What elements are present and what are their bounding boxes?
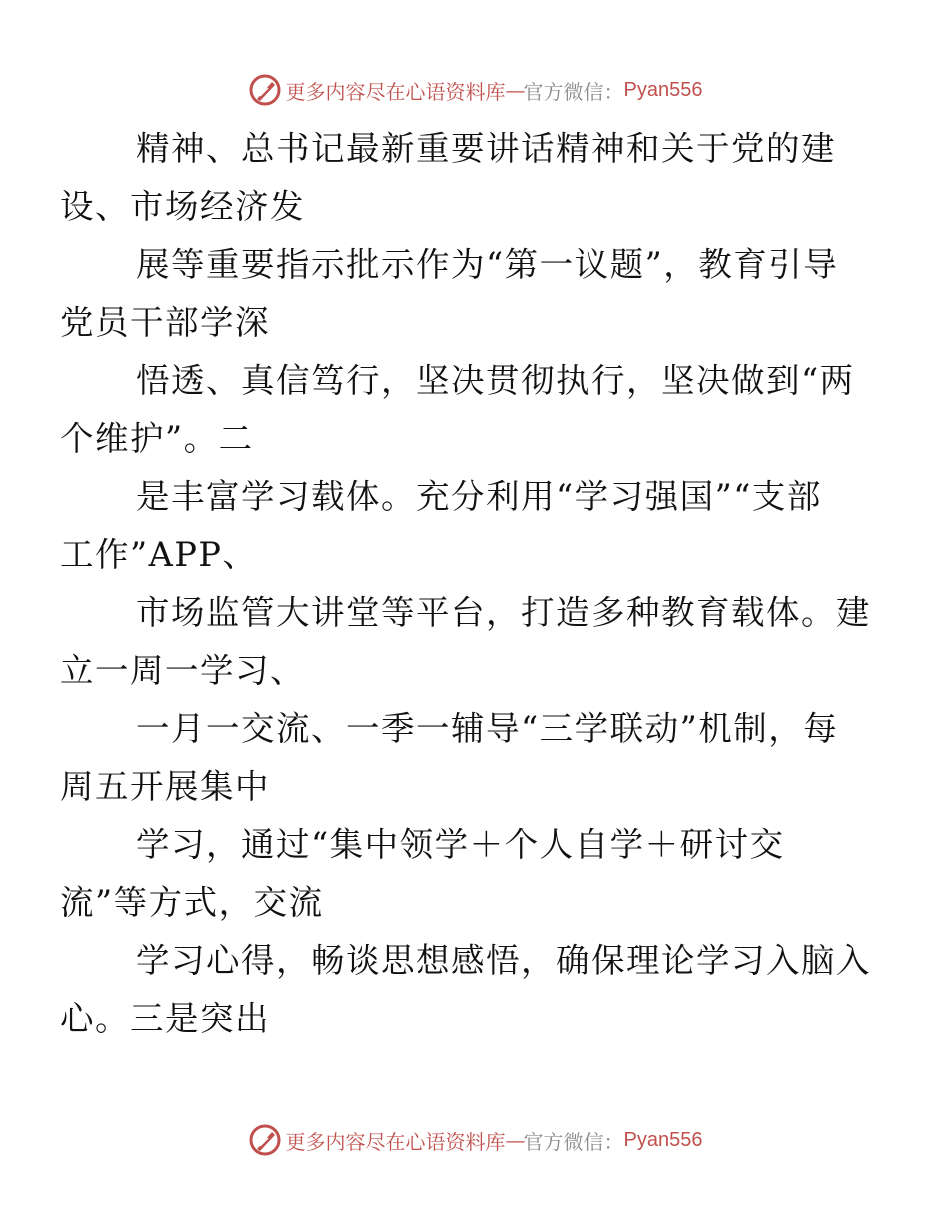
- paragraph-line: 个维护”。二: [60, 419, 254, 458]
- paragraph: [60, 468, 858, 584]
- paragraph-line: 党员干部学深: [60, 303, 270, 342]
- document-body: [60, 120, 871, 1048]
- banner-wechat-id: Pyan556: [623, 1128, 703, 1151]
- header-banner: [0, 70, 950, 110]
- banner-site-text: 更多内容尽在心语资料库: [285, 79, 506, 104]
- paragraph-line: 学习，通过“集中领学＋个人自学＋研讨交: [136, 825, 785, 864]
- banner-dash: —: [505, 1128, 524, 1152]
- banner-wechat-id: Pyan556: [623, 78, 703, 101]
- paragraph-line: 精神、总书记最新重要讲话精神和关于党的建: [136, 129, 836, 168]
- paragraph: [60, 236, 858, 352]
- quill-logo-icon: [248, 73, 282, 107]
- banner-dash: —: [505, 78, 524, 102]
- paragraph-line: 工作”APP、: [60, 535, 258, 574]
- paragraph-line: 设、市场经济发: [60, 187, 305, 226]
- paragraph-line: 是丰富学习载体。充分利用“学习强国”“支部: [136, 477, 822, 516]
- paragraph: [60, 584, 871, 700]
- paragraph: [60, 120, 858, 236]
- paragraph-line: 流”等方式，交流: [60, 883, 324, 922]
- paragraph: [60, 816, 858, 932]
- paragraph: [60, 700, 858, 816]
- paragraph: [60, 352, 858, 468]
- paragraph-line: 周五开展集中: [60, 767, 270, 806]
- banner-site-text: 更多内容尽在心语资料库: [285, 1129, 506, 1154]
- paragraph-line: 心。三是突出: [60, 999, 270, 1038]
- banner-wechat-label: 官方微信：: [523, 1129, 624, 1154]
- paragraph-line: 悟透、真信笃行，坚决贯彻执行，坚决做到“两: [136, 361, 855, 400]
- banner-wechat-label: 官方微信：: [523, 79, 624, 104]
- paragraph-line: 展等重要指示批示作为“第一议题”，教育引导: [136, 245, 839, 284]
- paragraph: [60, 932, 871, 1048]
- footer-banner: [0, 1120, 950, 1160]
- paragraph-line: 一月一交流、一季一辅导“三学联动”机制，每: [136, 709, 839, 748]
- quill-logo-icon: [248, 1123, 282, 1157]
- paragraph-line: 学习心得，畅谈思想感悟，确保理论学习入脑入: [136, 941, 871, 980]
- paragraph-line: 立一周一学习、: [60, 651, 305, 690]
- paragraph-line: 市场监管大讲堂等平台，打造多种教育载体。建: [136, 593, 871, 632]
